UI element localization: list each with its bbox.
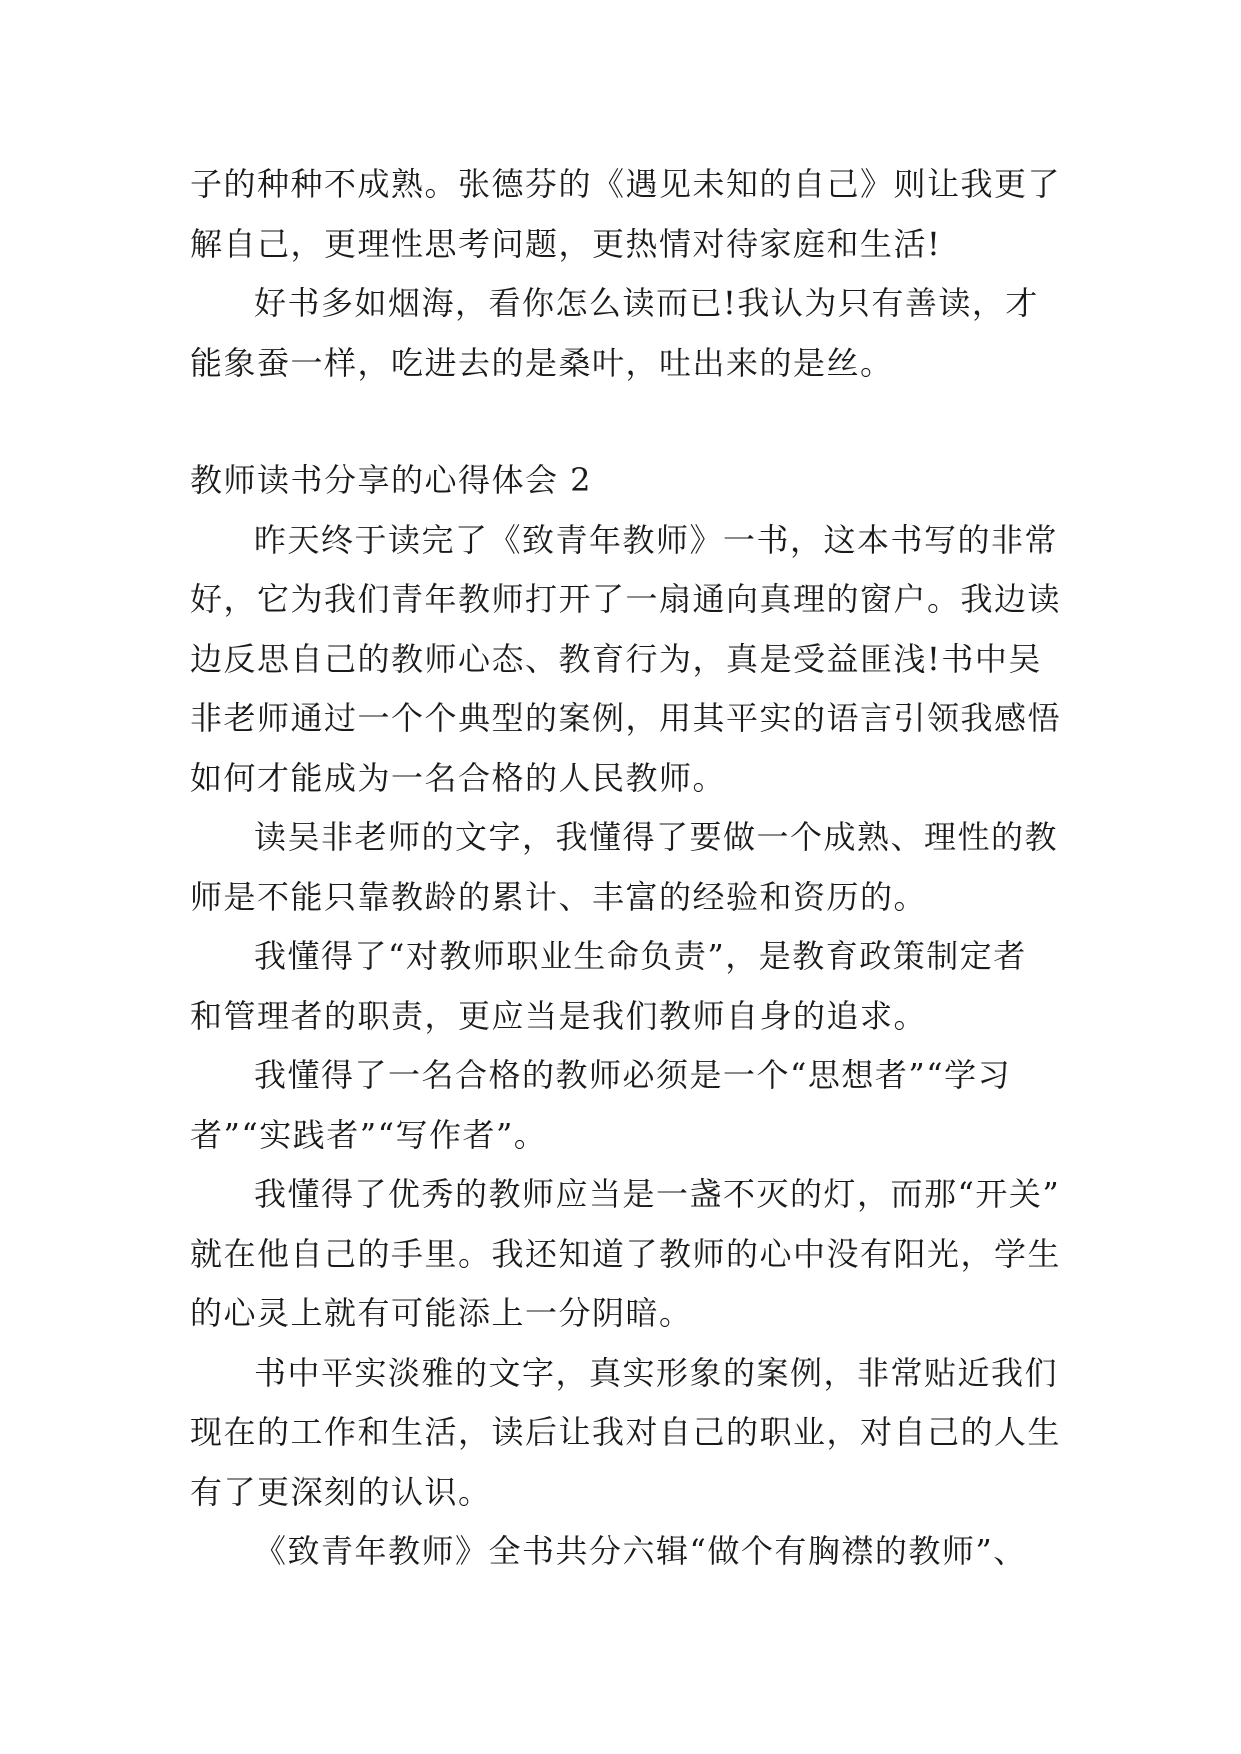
text-line: 边反思自己的教师心态、教育行为，真是受益匪浅!书中吴 <box>190 639 1042 678</box>
section-paragraph-1 <box>190 511 1062 809</box>
text-line: 《致青年教师》全书共分六辑“做个有胸襟的教师”、 <box>254 1532 1027 1570</box>
intro-paragraph-2 <box>190 274 1062 393</box>
text-line: 读吴非老师的文字，我懂得了要做一个成熟、理性的教 <box>254 818 1059 856</box>
section-paragraph-7 <box>190 1522 1062 1582</box>
text-line: 我懂得了“对教师职业生命负责”，是教育政策制定者 <box>254 937 1027 975</box>
section-title: 教师读书分享的心得体会 2 <box>190 461 593 499</box>
text-line: 现在的工作和生活，读后让我对自己的职业，对自己的人生 <box>190 1413 1062 1451</box>
text-line: 能象蚕一样，吃进去的是桑叶，吐出来的是丝。 <box>190 343 894 382</box>
section-paragraph-3 <box>190 927 1062 1046</box>
text-line: 解自己，更理性思考问题，更热情对待家庭和生活! <box>190 224 942 263</box>
section-paragraph-4 <box>190 1046 1062 1165</box>
text-line: 就在他自己的手里。我还知道了教师的心中没有阳光，学生 <box>190 1234 1062 1273</box>
text-line: 非老师通过一个个典型的案例，用其平实的语言引领我感悟 <box>190 699 1062 737</box>
text-line: 的心灵上就有可能添上一分阴暗。 <box>190 1294 693 1332</box>
intro-paragraph-1 <box>190 155 1062 274</box>
text-line: 者”“实践者”“写作者”。 <box>190 1115 548 1154</box>
text-line: 如何才能成为一名合格的人民教师。 <box>190 758 727 797</box>
text-line: 我懂得了优秀的教师应当是一盏不灭的灯，而那“开关” <box>254 1175 1061 1213</box>
text-line: 好书多如烟海，看你怎么读而已!我认为只有善读，才 <box>254 284 1039 322</box>
text-line: 书中平实淡雅的文字，真实形象的案例，非常贴近我们 <box>254 1353 1059 1392</box>
section-paragraph-2 <box>190 808 1062 927</box>
text-line: 子的种种不成熟。张德芬的《遇见未知的自己》则让我更了 <box>190 165 1062 203</box>
text-line: 好，它为我们青年教师打开了一扇通向真理的窗户。我边读 <box>190 580 1062 618</box>
text-line: 我懂得了一名合格的教师必须是一个“思想者”“学习 <box>254 1056 1012 1094</box>
text-line: 昨天终于读完了《致青年教师》一书，这本书写的非常 <box>254 520 1059 559</box>
document-body <box>190 155 1062 1582</box>
text-line: 师是不能只靠教龄的累计、丰富的经验和资历的。 <box>190 877 928 916</box>
text-line: 有了更深刻的认识。 <box>190 1472 492 1511</box>
text-line: 和管理者的职责，更应当是我们教师自身的追求。 <box>190 996 928 1035</box>
section-paragraph-5 <box>190 1165 1062 1344</box>
section-paragraph-6 <box>190 1344 1062 1523</box>
